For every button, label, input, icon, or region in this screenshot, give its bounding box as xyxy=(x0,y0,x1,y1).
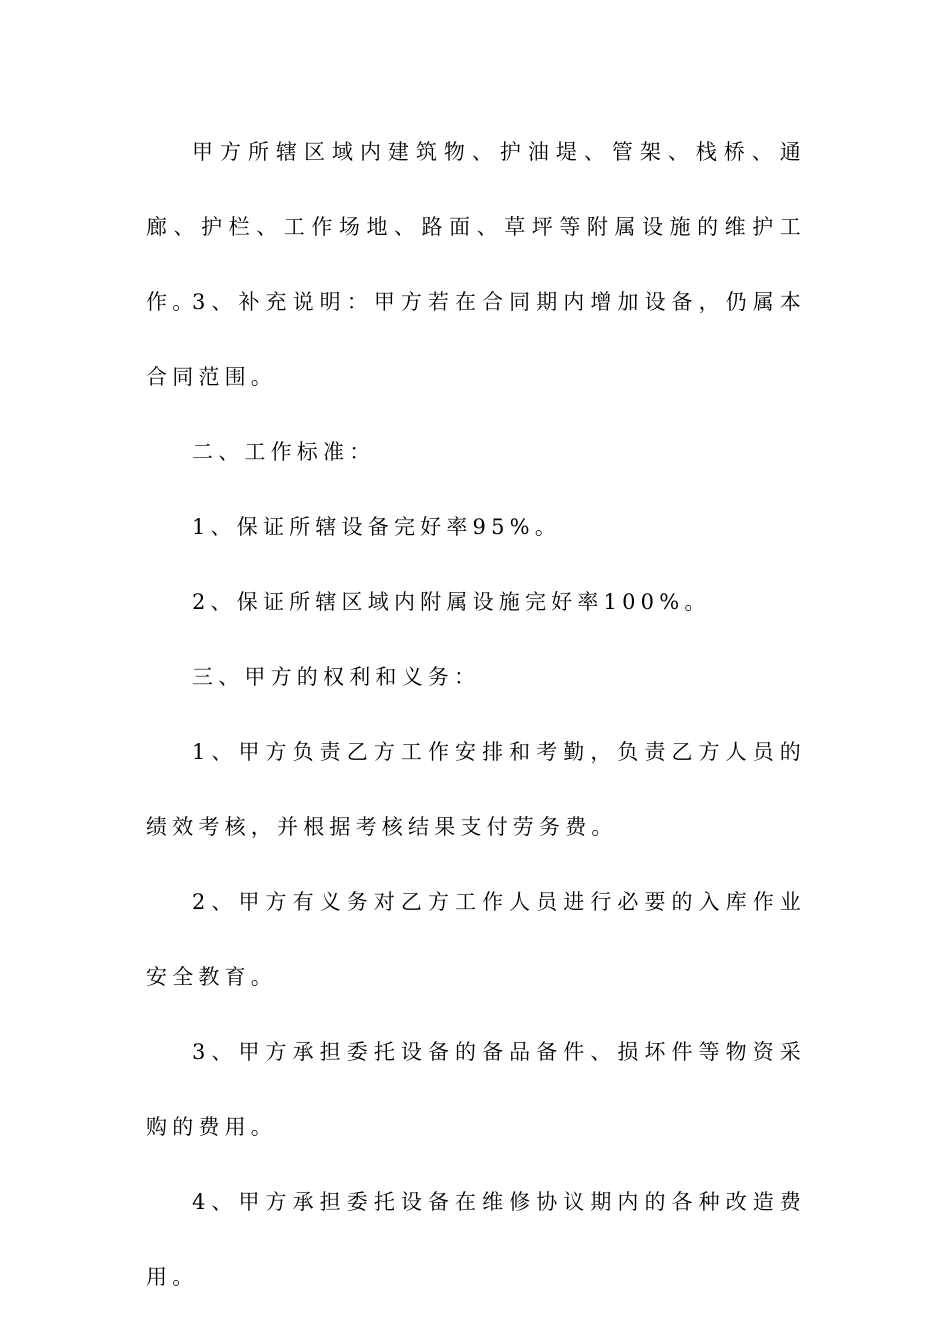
paragraph-maintenance-scope: 甲方所辖区域内建筑物、护油堤、管架、栈桥、通廊、护栏、工作场地、路面、草坪等附属设施的维护工作。 xyxy=(146,140,806,314)
paragraph-party-a-duty-3: 3、甲方承担委托设备的备品备件、损坏件等物资采购的费用。 xyxy=(146,1040,806,1139)
paragraph-facility-rate: 2、保证所辖区域内附属设施完好率100%。 xyxy=(192,590,711,614)
paragraph-party-a-duty-1: 1、甲方负责乙方工作安排和考勤，负责乙方人员的绩效考核，并根据考核结果支付劳务费。 xyxy=(146,740,806,839)
paragraph-party-a-duty-2: 2、甲方有义务对乙方工作人员进行必要的入库作业安全教育。 xyxy=(146,890,806,989)
paragraph-equipment-rate: 1、保证所辖设备完好率95%。 xyxy=(192,515,562,539)
section-heading-work-standards: 二、工作标准： xyxy=(192,440,376,464)
section-heading-party-a-rights: 三、甲方的权利和义务： xyxy=(192,665,481,689)
paragraph-party-a-duty-4: 4、甲方承担委托设备在维修协议期内的各种改造费用。 xyxy=(146,1190,806,1289)
paragraph-supplement-note: 3、补充说明：甲方若在合同期内增加设备，仍属本合同范围。 xyxy=(146,290,806,389)
